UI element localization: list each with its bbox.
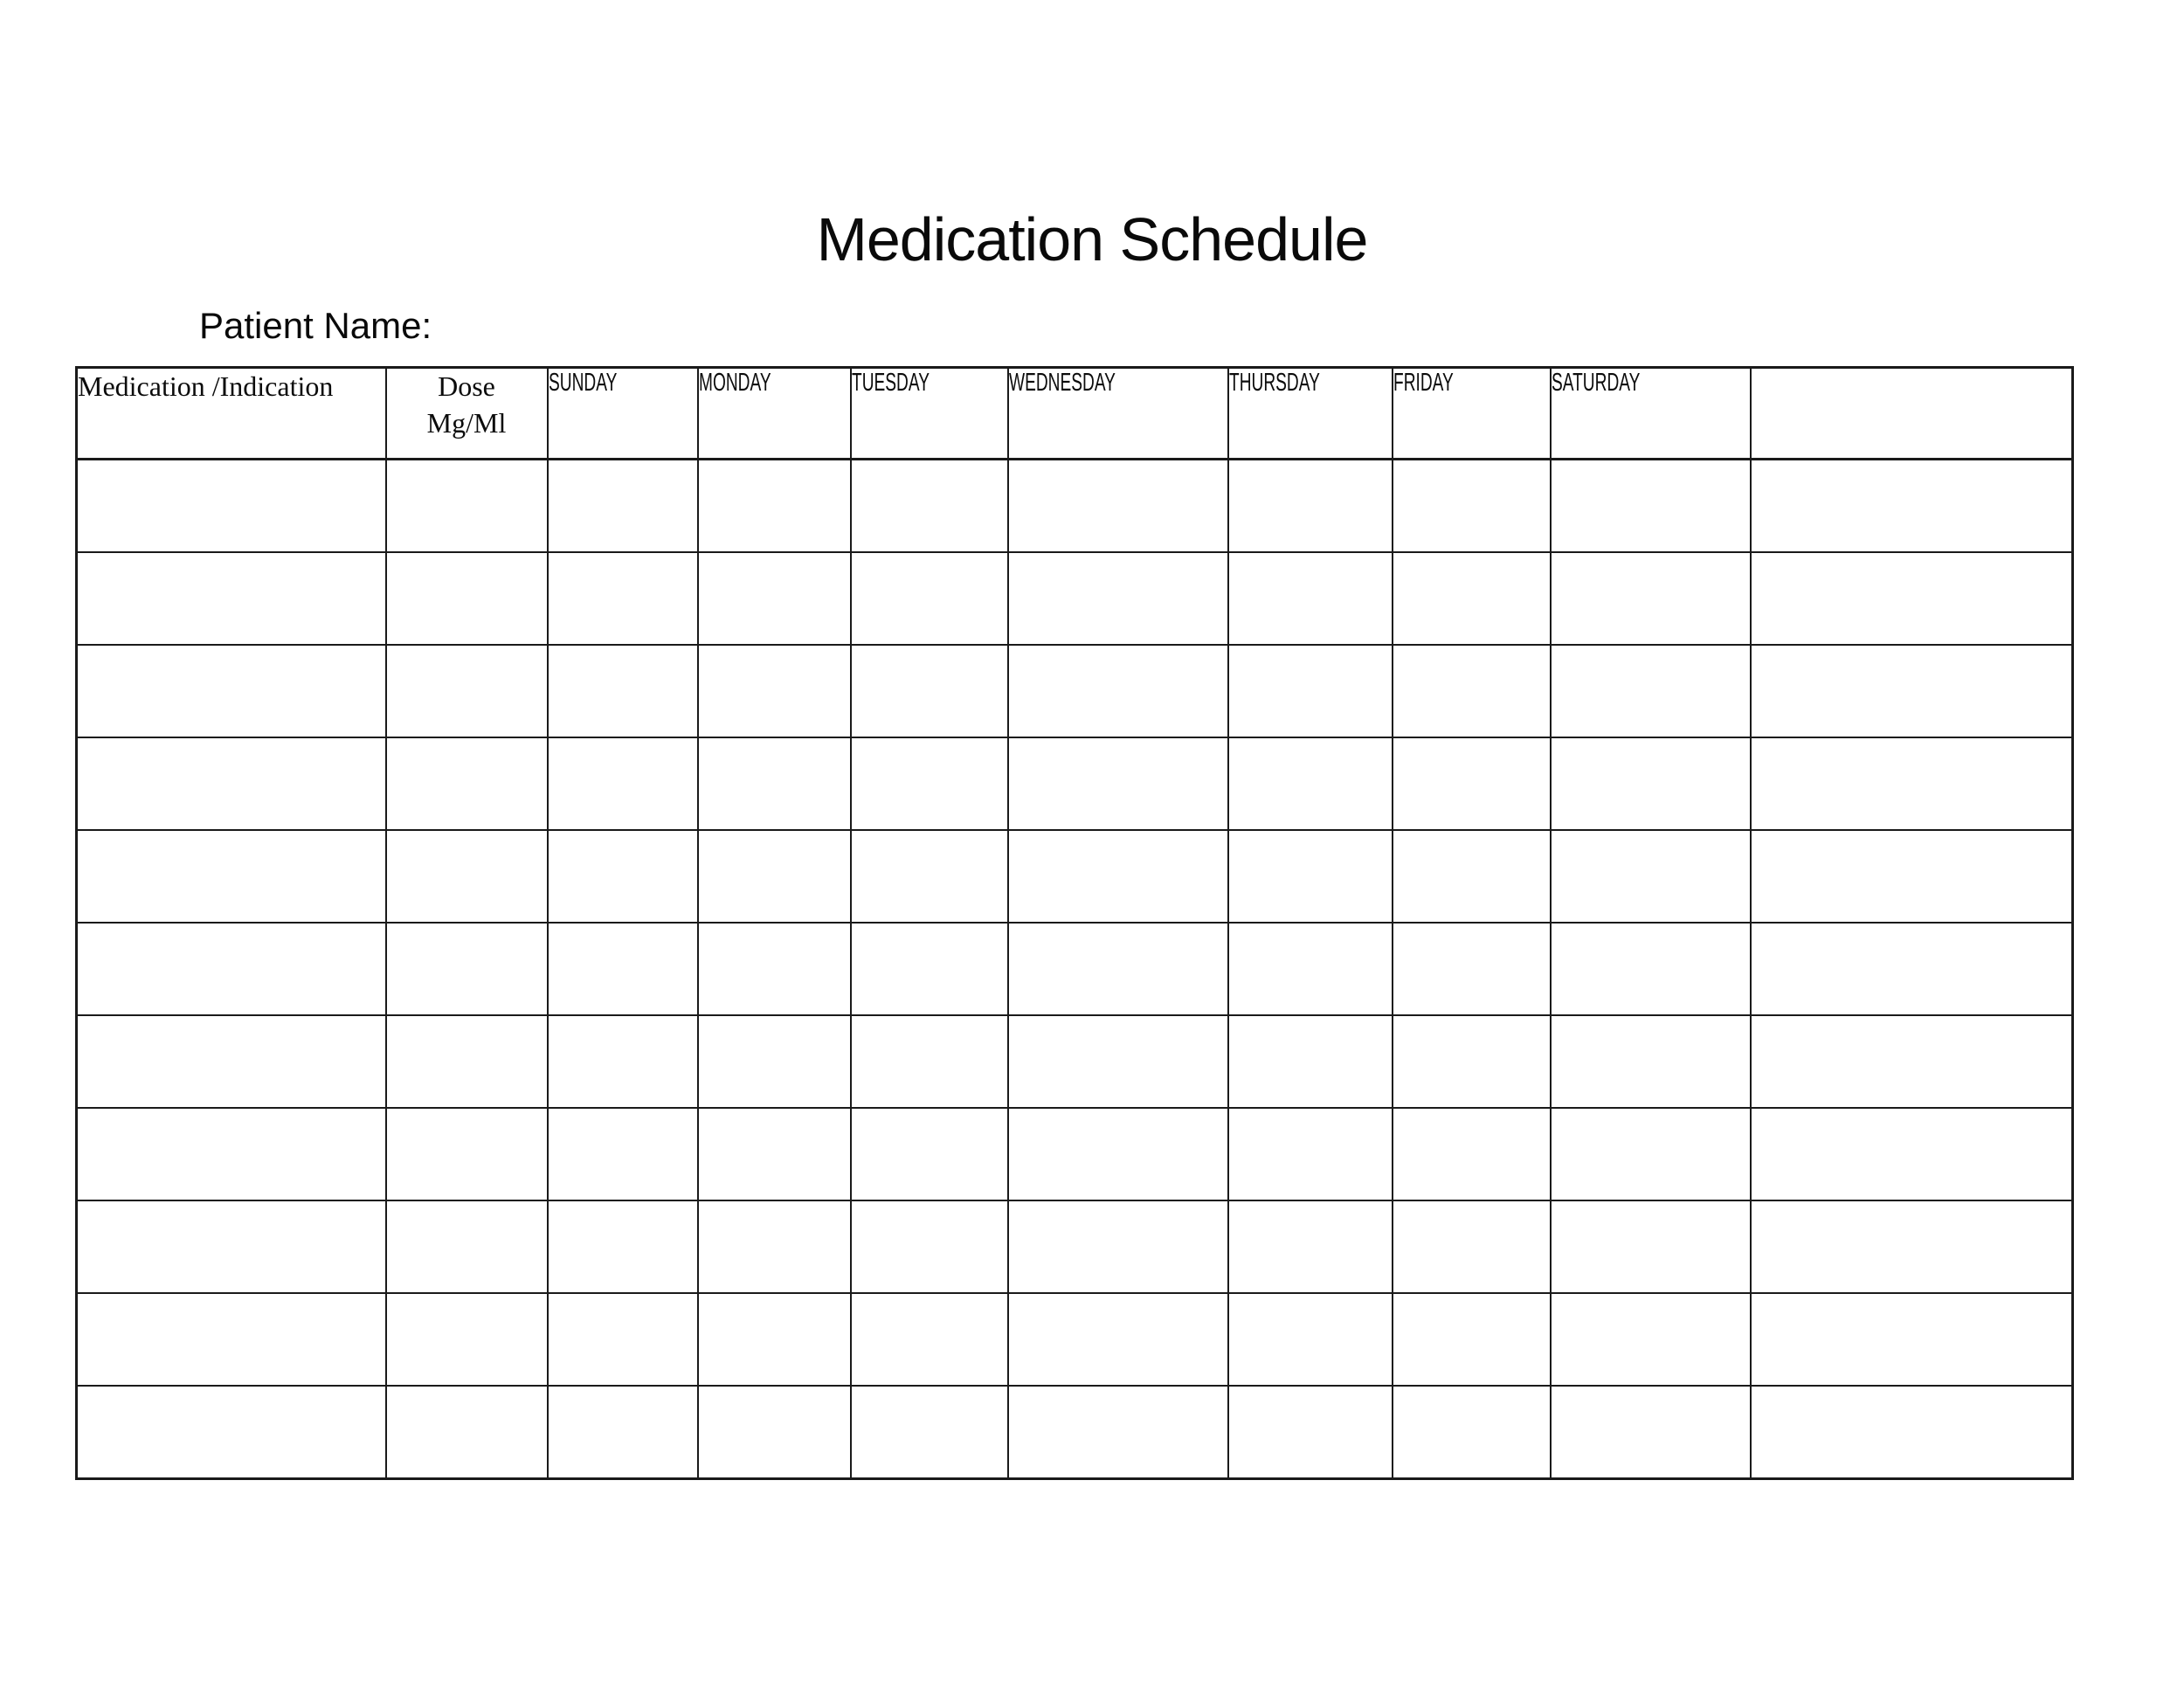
empty-cell xyxy=(1551,1200,1751,1293)
table-row xyxy=(77,1200,2073,1293)
empty-cell xyxy=(386,1386,548,1479)
table-row xyxy=(77,552,2073,645)
table-row xyxy=(77,830,2073,923)
empty-cell xyxy=(1393,1293,1551,1386)
empty-cell xyxy=(1751,830,2073,923)
col-header-tuesday xyxy=(851,368,1008,460)
empty-cell xyxy=(1393,923,1551,1015)
table-header xyxy=(77,368,2073,460)
empty-cell xyxy=(548,830,698,923)
empty-cell xyxy=(386,1293,548,1386)
empty-cell xyxy=(1751,923,2073,1015)
empty-cell xyxy=(386,830,548,923)
col-header-monday xyxy=(698,368,851,460)
header-row xyxy=(77,368,2073,460)
empty-cell xyxy=(1551,645,1751,737)
empty-cell xyxy=(1551,737,1751,830)
empty-cell xyxy=(851,923,1008,1015)
monday-label: MONDAY xyxy=(698,369,771,397)
col-header-dose xyxy=(386,368,548,460)
empty-cell xyxy=(1393,1015,1551,1108)
empty-cell xyxy=(1393,552,1551,645)
empty-cell xyxy=(548,1108,698,1200)
empty-cell xyxy=(77,1015,386,1108)
table-body xyxy=(77,460,2073,1479)
empty-cell xyxy=(851,830,1008,923)
empty-cell xyxy=(1751,1200,2073,1293)
empty-cell xyxy=(77,1386,386,1479)
empty-cell xyxy=(1008,1200,1228,1293)
empty-cell xyxy=(548,923,698,1015)
empty-cell xyxy=(1008,460,1228,553)
empty-cell xyxy=(1228,830,1393,923)
page-title: Medication Schedule xyxy=(816,205,1368,273)
empty-cell xyxy=(1008,737,1228,830)
empty-cell xyxy=(77,737,386,830)
empty-cell xyxy=(698,645,851,737)
empty-cell xyxy=(1228,1015,1393,1108)
empty-cell xyxy=(548,1386,698,1479)
empty-cell xyxy=(698,923,851,1015)
saturday-label: SATURDAY xyxy=(1551,369,1640,397)
empty-cell xyxy=(1008,830,1228,923)
empty-cell xyxy=(698,830,851,923)
table-row xyxy=(77,737,2073,830)
empty-cell xyxy=(77,830,386,923)
empty-cell xyxy=(548,645,698,737)
col-header-wednesday xyxy=(1008,368,1228,460)
empty-cell xyxy=(1551,552,1751,645)
empty-cell xyxy=(1008,645,1228,737)
empty-cell xyxy=(1751,1108,2073,1200)
empty-cell xyxy=(851,460,1008,553)
empty-cell xyxy=(1008,923,1228,1015)
empty-cell xyxy=(851,645,1008,737)
col-header-friday xyxy=(1393,368,1551,460)
empty-cell xyxy=(77,460,386,553)
empty-cell xyxy=(77,1293,386,1386)
dose-label-line2: Mg/Ml xyxy=(426,406,507,439)
empty-cell xyxy=(1228,645,1393,737)
empty-cell xyxy=(1393,460,1551,553)
empty-cell xyxy=(77,645,386,737)
col-header-blank xyxy=(1751,368,2073,460)
sunday-label: SUNDAY xyxy=(548,369,617,397)
thursday-label: THURSDAY xyxy=(1228,369,1320,397)
empty-cell xyxy=(1751,1293,2073,1386)
empty-cell xyxy=(548,1293,698,1386)
empty-cell xyxy=(1393,1108,1551,1200)
table-row xyxy=(77,1015,2073,1108)
tuesday-label: TUESDAY xyxy=(851,369,930,397)
empty-cell xyxy=(1008,552,1228,645)
empty-cell xyxy=(548,1200,698,1293)
empty-cell xyxy=(1393,1386,1551,1479)
table-row xyxy=(77,460,2073,553)
friday-label: FRIDAY xyxy=(1393,369,1454,397)
table-row xyxy=(77,1108,2073,1200)
empty-cell xyxy=(386,1108,548,1200)
empty-cell xyxy=(1228,737,1393,830)
dose-label-line1: Dose xyxy=(438,370,495,402)
empty-cell xyxy=(1551,923,1751,1015)
empty-cell xyxy=(1751,737,2073,830)
medication-schedule-table xyxy=(75,366,2074,1480)
empty-cell xyxy=(1751,552,2073,645)
empty-cell xyxy=(698,1015,851,1108)
empty-cell xyxy=(386,552,548,645)
empty-cell xyxy=(698,737,851,830)
empty-cell xyxy=(1751,1386,2073,1479)
empty-cell xyxy=(386,1015,548,1108)
col-header-thursday xyxy=(1228,368,1393,460)
col-header-medication-indication: Medication /Indication xyxy=(77,368,386,460)
empty-cell xyxy=(1751,1015,2073,1108)
empty-cell xyxy=(1008,1108,1228,1200)
col-header-sunday xyxy=(548,368,698,460)
table-row xyxy=(77,1386,2073,1479)
empty-cell xyxy=(1551,1108,1751,1200)
empty-cell xyxy=(1228,1108,1393,1200)
empty-cell xyxy=(1008,1015,1228,1108)
table-row xyxy=(77,1293,2073,1386)
empty-cell xyxy=(386,923,548,1015)
empty-cell xyxy=(851,552,1008,645)
empty-cell xyxy=(1751,460,2073,553)
table-row xyxy=(77,923,2073,1015)
col-header-saturday xyxy=(1551,368,1751,460)
empty-cell xyxy=(548,1015,698,1108)
patient-name-label: Patient Name: xyxy=(199,305,432,346)
empty-cell xyxy=(851,1015,1008,1108)
empty-cell xyxy=(851,1108,1008,1200)
empty-cell xyxy=(1228,460,1393,553)
empty-cell xyxy=(77,1108,386,1200)
empty-cell xyxy=(1228,552,1393,645)
table-row xyxy=(77,645,2073,737)
empty-cell xyxy=(698,1293,851,1386)
empty-cell xyxy=(548,460,698,553)
empty-cell xyxy=(1393,737,1551,830)
empty-cell xyxy=(77,1200,386,1293)
empty-cell xyxy=(1228,1200,1393,1293)
empty-cell xyxy=(1551,1293,1751,1386)
empty-cell xyxy=(386,1200,548,1293)
empty-cell xyxy=(1008,1386,1228,1479)
empty-cell xyxy=(386,460,548,553)
empty-cell xyxy=(1551,1386,1751,1479)
empty-cell xyxy=(1228,1386,1393,1479)
empty-cell xyxy=(386,737,548,830)
empty-cell xyxy=(77,923,386,1015)
empty-cell xyxy=(698,1200,851,1293)
empty-cell xyxy=(1393,645,1551,737)
empty-cell xyxy=(698,552,851,645)
empty-cell xyxy=(1551,830,1751,923)
empty-cell xyxy=(1228,1293,1393,1386)
empty-cell xyxy=(386,645,548,737)
empty-cell xyxy=(698,460,851,553)
empty-cell xyxy=(851,1293,1008,1386)
empty-cell xyxy=(851,1200,1008,1293)
empty-cell xyxy=(851,737,1008,830)
empty-cell xyxy=(548,737,698,830)
empty-cell xyxy=(1751,645,2073,737)
empty-cell xyxy=(1551,1015,1751,1108)
empty-cell xyxy=(1393,1200,1551,1293)
empty-cell xyxy=(698,1108,851,1200)
empty-cell xyxy=(1008,1293,1228,1386)
empty-cell xyxy=(77,552,386,645)
empty-cell xyxy=(1228,923,1393,1015)
wednesday-label: WEDNESDAY xyxy=(1008,369,1116,397)
empty-cell xyxy=(698,1386,851,1479)
empty-cell xyxy=(1551,460,1751,553)
empty-cell xyxy=(1393,830,1551,923)
empty-cell xyxy=(851,1386,1008,1479)
empty-cell xyxy=(548,552,698,645)
